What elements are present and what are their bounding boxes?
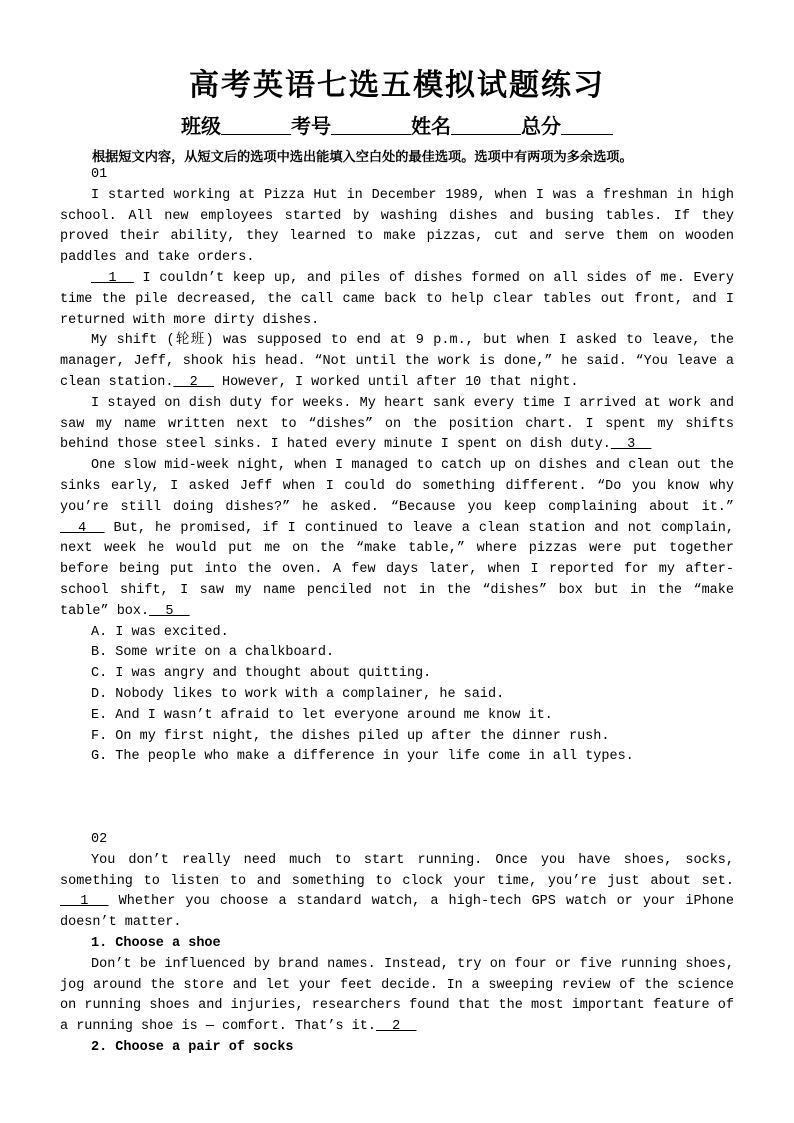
- option-e: E. And I wasn’t afraid to let everyone around me know it.: [91, 707, 553, 723]
- section-heading: 1. Choose a shoe: [91, 935, 221, 951]
- answer-blank-4[interactable]: 4: [60, 520, 105, 536]
- score-label: 总分: [521, 114, 561, 138]
- class-blank[interactable]: [221, 116, 291, 135]
- paragraph: One slow mid-week night, when I managed to catch up on dishes and clean out the sinks early, I asked Jeff when I could do something different. “Do you know why you’re still doing dishes?” he asked. “Because you keep complaining about it.” 4 But, he promised, if I continued to leave a clean station and not complain, next week he would put me on the “make table,” where pizzas were put together before being put into the oven. A few days later, when I reported for my after-school shift, I saw my name penciled not in the “dishes” box but in the “make table” box. 5: [60, 458, 734, 619]
- exam-no-label: 考号: [291, 114, 331, 138]
- paragraph: My shift (轮班) was supposed to end at 9 p.m., but when I asked to leave, the manager, Jeff, shook his head. “Not until the work is done,” he said. “You leave a clean station. 2 However, I worked until after 10 that night.: [60, 333, 734, 390]
- paragraph: Don’t be influenced by brand names. Instead, try on four or five running shoes, jog around the store and let your feet decide. In a sweeping review of the science on running shoes and injuries, researchers found that the most important feature of a running shoe is — comfort. That’s it. 2: [60, 956, 734, 1035]
- paragraph: 1 I couldn’t keep up, and piles of dishes formed on all sides of me. Every time the pile decreased, the call came back to help clear tables out front, and I returned with more dirty dishes.: [60, 270, 734, 328]
- option-c: C. I was angry and thought about quitting.: [91, 666, 432, 682]
- option-g: G. The people who make a difference in your life come in all types.: [91, 749, 634, 765]
- option-f: F. On my first night, the dishes piled up after the dinner rush.: [91, 728, 610, 744]
- option-d: D. Nobody likes to work with a complainer, he said.: [91, 686, 505, 702]
- score-blank[interactable]: [561, 116, 613, 135]
- option-a: A. I was excited.: [91, 624, 229, 640]
- option-b: B. Some write on a chalkboard.: [91, 645, 335, 661]
- paragraph: I started working at Pizza Hut in December 1989, when I was a freshman in high school. All new employees started by washing dishes and busing tables. If they proved their ability, they learned to make pizzas, cut and serve them on wooden paddles and take orders.: [60, 187, 734, 266]
- answer-blank-2[interactable]: 2: [375, 1019, 417, 1035]
- passage-01: [60, 165, 734, 768]
- passage-number: 02: [91, 832, 108, 847]
- student-info-line: [0, 110, 794, 139]
- passage-number: 01: [91, 167, 108, 182]
- answer-blank-1[interactable]: 1: [91, 270, 134, 286]
- paragraph: You don’t really need much to start running. Once you have shoes, socks, something to listen to and something to clock your time, you’re just about set. 1 Whether you choose a standard watch, a high-tech GPS watch or your iPhone doesn’t matter.: [60, 852, 735, 931]
- section-heading: 2. Choose a pair of socks: [91, 1039, 294, 1055]
- instructions: 根据短文内容，从短文后的选项中选出能填入空白处的最佳选项。选项中有两项为多余选项。: [92, 150, 633, 165]
- name-blank[interactable]: [451, 116, 521, 135]
- answer-blank-1[interactable]: 1: [60, 894, 109, 910]
- answer-blank-5[interactable]: 5: [149, 603, 190, 619]
- passage-02: [60, 830, 734, 1059]
- answer-blank-2[interactable]: 2: [173, 374, 214, 390]
- page-title: 高考英语七选五模拟试题练习: [189, 68, 605, 103]
- paragraph: I stayed on dish duty for weeks. My heart sank every time I arrived at work and saw my name written next to “dishes” on the position chart. I spent my shifts behind those steel sinks. I hated every minute I spent on dish duty. 3: [60, 395, 734, 453]
- answer-blank-3[interactable]: 3: [610, 437, 652, 453]
- class-label: 班级: [181, 114, 221, 138]
- name-label: 姓名: [411, 114, 451, 138]
- exam-no-blank[interactable]: [331, 116, 411, 135]
